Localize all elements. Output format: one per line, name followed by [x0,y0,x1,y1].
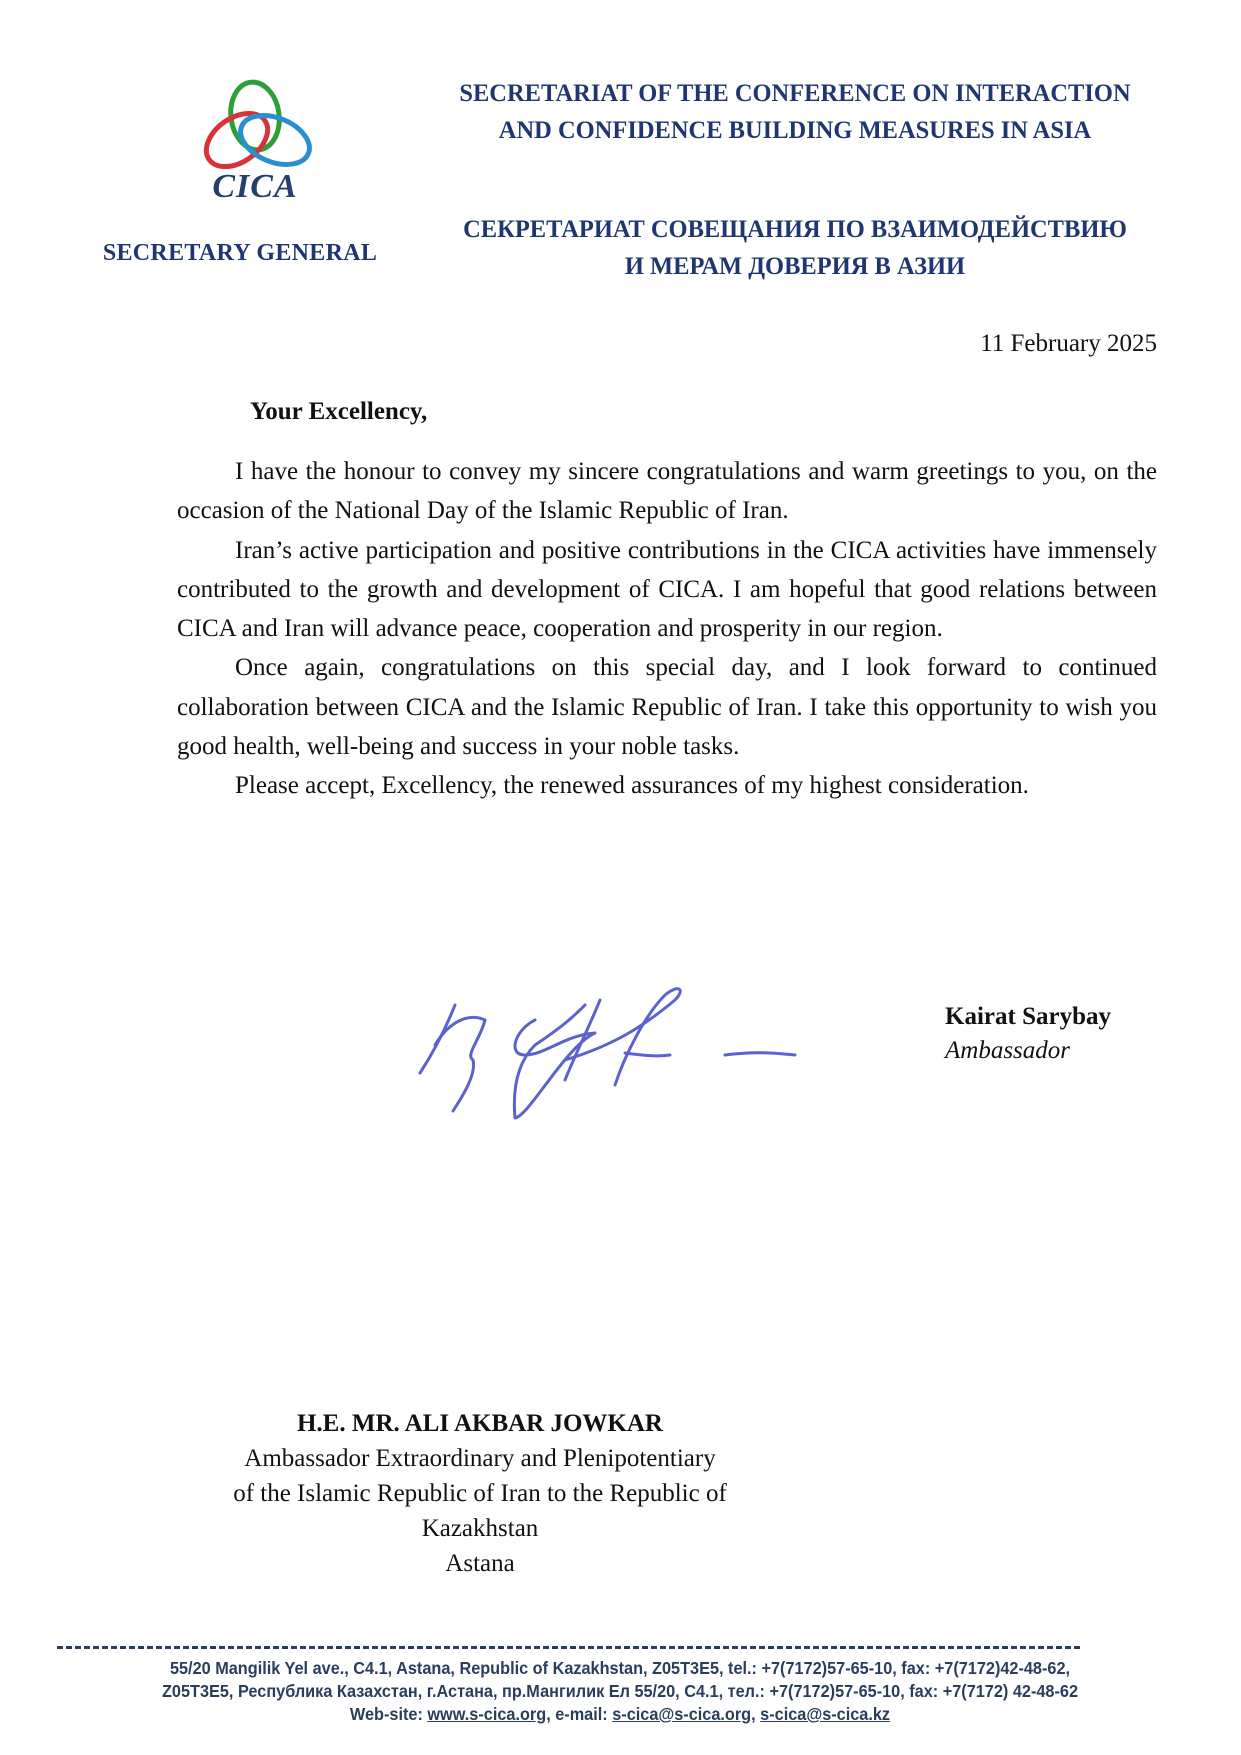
salutation: Your Excellency, [250,398,428,425]
header-en-line-2: AND CONFIDENCE BUILDING MEASURES IN ASIA [498,115,1092,144]
header-english [416,74,1174,148]
cica-logo-icon [195,78,315,173]
body-paragraph: Once again, congratulations on this special day, and I look forward to continued collaboration between CICA and the Islamic Republic of Iran. I take this opportunity to wish you good health, well-being and success in your noble tasks. [177,654,1157,761]
body-paragraph: Please accept, Excellency, the renewed assurances of my highest consideration. [235,772,1029,800]
footer-divider [57,1646,1080,1649]
letter-body [177,452,1157,806]
footer-address-en: 55/20 Mangilik Yel ave., C4.1, Astana, Republic of Kazakhstan, Z05T3E5, tel.: +7(7172)57-65-10, fax: +7(7172)42-48-62, [169,1658,1071,1678]
header-ru-line-1: СЕКРЕТАРИАТ СОВЕЩАНИЯ ПО ВЗАИМОДЕЙСТВИЮ [463,214,1127,243]
body-paragraph: I have the honour to convey my sincere congratulations and warm greetings to you, on the occasion of the National Day of the Islamic Republic of Iran. [177,458,1157,525]
footer-contact [81,1657,1160,1726]
email-label: , e-mail: [546,1704,613,1724]
header-en-line-1: SECRETARIAT OF THE CONFERENCE ON INTERACTION [459,78,1131,107]
addressee-name: H.E. MR. ALI AKBAR JOWKAR [296,1410,663,1437]
secretary-general-title: SECRETARY GENERAL [102,240,378,266]
logo-wordmark: CICA [212,168,298,205]
addressee-line: of the Islamic Republic of Iran to the Republic of [233,1480,727,1507]
footer-address-ru: Z05T3E5, Республика Казахстан, г.Астана, пр.Мангилик Ел 55/20, С4.1, тел.: +7(7172)57-65-10, fax: +7(7172) 42-48-62 [161,1681,1079,1701]
website-link[interactable]: www.s-cica.org [427,1704,547,1724]
footer-web-line [81,1703,1160,1726]
addressee-line: Kazakhstan [421,1515,539,1542]
addressee-line: Ambassador Extraordinary and Plenipotentiary [244,1445,716,1472]
body-paragraph: Iran’s active participation and positive contributions in the CICA activities have immensely contributed to the growth and development of CICA. I am hopeful that good relations between CICA and Iran will advance peace, cooperation and prosperity in our region. [177,536,1157,643]
website-label: Web-site: [349,1704,428,1724]
email-link-org[interactable]: s-cica@s-cica.org [612,1704,752,1724]
email-link-kz[interactable]: s-cica@s-cica.kz [760,1704,891,1724]
addressee-line: Astana [445,1550,515,1577]
handwritten-signature-icon [415,985,885,1135]
header-russian [416,210,1174,284]
addressee-block [170,1406,790,1581]
header-ru-line-2: И МЕРАМ ДОВЕРИЯ В АЗИИ [624,251,966,280]
letter-date: 11 February 2025 [980,330,1157,357]
signatory-title: Ambassador [945,1037,1071,1064]
separator: , [751,1704,761,1724]
signatory-name: Kairat Sarybay [945,1003,1111,1030]
